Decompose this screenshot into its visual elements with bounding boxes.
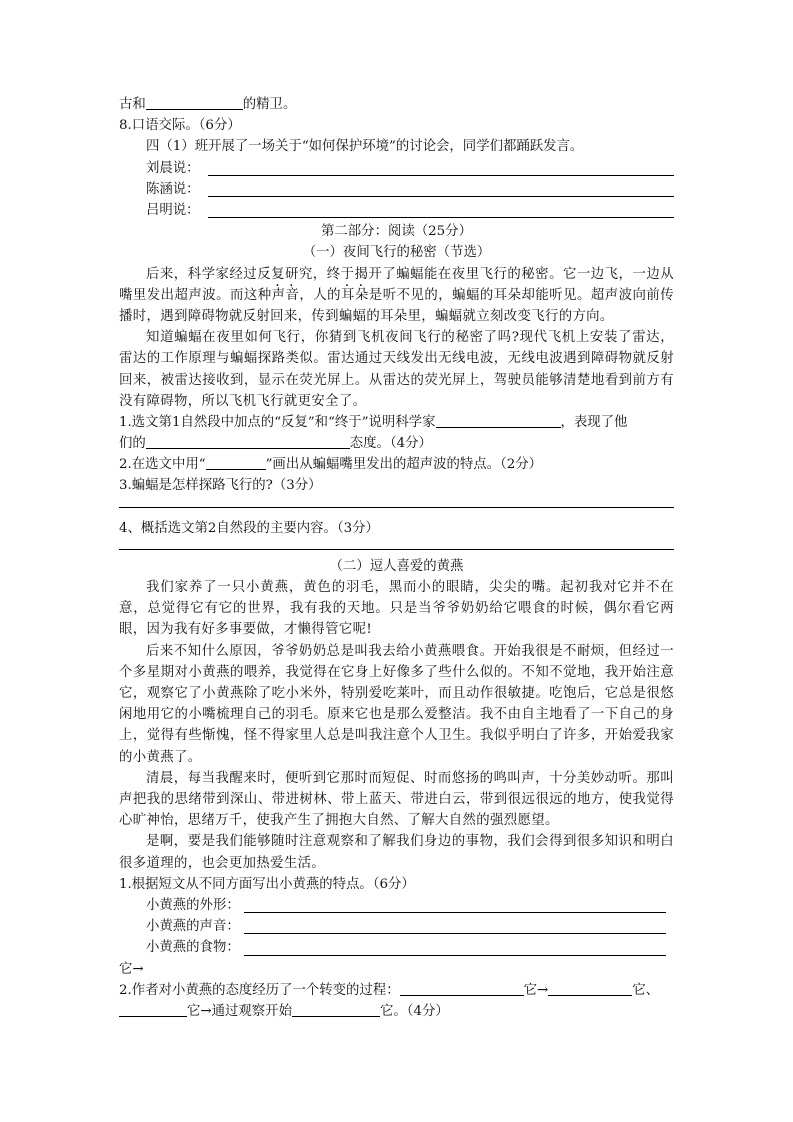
trait-label: 小黄燕的外形：: [146, 898, 240, 914]
trait-row: [119, 937, 666, 958]
answer-blank[interactable]: [146, 433, 350, 449]
speaker-label: 陈涵说：: [146, 181, 200, 197]
question-text: 它→通过观察开始: [187, 1004, 292, 1020]
question-text: 2.在选文中用“: [119, 457, 206, 473]
question-2: [119, 980, 674, 1001]
question-text: 它→: [523, 982, 549, 998]
passage-title: （二）逗人喜爱的黄燕: [329, 558, 464, 574]
text-run: 后来，科学家经过: [146, 266, 258, 282]
passage-paragraph: 知道蝙蝠在夜里如何飞行，你猜到飞机夜间飞行的秘密了吗?现代飞机上安装了雷达，雷达的工作原理与蝙蝠探路类似。雷达通过天线发出无线电波，无线电波遇到障碍物就反射回来，被雷达接收到，显示在荧光屏上。从雷达的荧光屏上，驾驶员能够清楚地看到前方有没有障碍物，所以飞机飞行就更安全了。: [119, 330, 674, 409]
answer-blank[interactable]: [400, 980, 524, 996]
answer-line[interactable]: [208, 160, 674, 176]
question-text: ，表现了他: [560, 414, 628, 430]
question-2: [119, 454, 674, 475]
question-1-cont: [119, 433, 674, 454]
exam-page: [119, 94, 674, 1022]
question-4: 4、概括选文第2自然段的主要内容。（3分）: [119, 520, 379, 536]
q8-title: 8.口语交际。（6分）: [119, 118, 241, 134]
question-text: 们的: [119, 436, 146, 452]
answer-line[interactable]: [244, 897, 666, 913]
question-3: 3.蝙蝠是怎样探路飞行的?（3分）: [119, 478, 322, 494]
speaker-row: [119, 200, 674, 221]
answer-line[interactable]: [244, 940, 666, 956]
question-text: ”画出从蝙蝠嘴里发出的超声波的特点。（2分）: [265, 457, 543, 473]
answer-blank[interactable]: [119, 1001, 187, 1017]
answer-blank[interactable]: [146, 94, 243, 110]
dotted-char: 于: [340, 266, 355, 282]
passage-paragraph: 是啊，要是我们能够随时注意观察和了解我们身边的事物，我们会得到很多知识和明白很多道理的，也会更加热爱生活。: [119, 834, 674, 871]
passage-paragraph: [119, 264, 674, 328]
passage-paragraph: 我们家养了一只小黄燕，黄色的羽毛，黑而小的眼睛，尖尖的嘴。起初我对它并不在意，总觉得它有它的世界，我有我的天地。只是当爷爷奶奶给它喂食的时候，偶尔看它两眼，因为我有好多事要做，才懒得管它呢!: [119, 580, 674, 638]
dotted-char: 终: [326, 266, 341, 282]
answer-line[interactable]: [208, 181, 674, 197]
q8-intro: 四（1）班开展了一场关于“如何保护环境”的讨论会，同学们都踊跃发言。: [146, 139, 584, 155]
text-run: 研究，: [285, 266, 327, 282]
dotted-char: 反: [257, 266, 272, 282]
question-text: 它。（4分）: [379, 1004, 449, 1020]
stray-text: 它→: [119, 961, 144, 977]
trait-row: [119, 895, 666, 916]
section-title: 第二部分：阅读（25分）: [321, 224, 472, 240]
answer-line[interactable]: [119, 497, 674, 508]
question-1: [119, 412, 674, 433]
passage-paragraph: 后来不知什么原因，爷爷奶奶总是叫我去给小黄燕喂食。开始我很是不耐烦，但经过一个多星期对小黄燕的喂养，我觉得在它身上好像多了些什么似的。不知不觉地，我开始注意它，观察它了小黄燕除了吃小米外，特别爱吃莱叶，而且动作很敏捷。吃饱后，它总是很悠闲地用它的小嘴梳理自己的羽毛。原来它也是那么爱整洁。我不由自主地看了一下自己的身上，觉得有些惭愧，怪不得家里人总是叫我注意个人卫生。我似乎明白了许多，开始爱我家的小黄燕了。: [119, 643, 674, 765]
passage-title: （一）夜间飞行的秘密（节选）: [302, 245, 491, 261]
answer-line[interactable]: [208, 202, 674, 218]
speaker-label: 刘晨说：: [146, 160, 200, 176]
underline-sample: [206, 454, 266, 470]
trait-row: [119, 916, 666, 937]
answer-blank[interactable]: [292, 1001, 380, 1017]
question-text: 它、: [632, 982, 659, 998]
answer-blank[interactable]: [548, 980, 632, 996]
carryover-line: [119, 94, 674, 115]
answer-blank[interactable]: [436, 412, 561, 428]
dotted-char: 复: [271, 266, 285, 282]
question-2-cont: [119, 1001, 674, 1022]
question-1: 1.根据短文从不同方面写出小黄燕的特点。（6分）: [119, 876, 415, 892]
answer-line[interactable]: [244, 918, 666, 934]
question-text: 态度。（4分）: [349, 436, 432, 452]
speaker-row: [119, 158, 674, 179]
question-text: 2.作者对小黄燕的态度经历了一个转变的过程：: [119, 982, 400, 998]
carryover-suffix: 的精卫。: [242, 97, 297, 112]
question-text: 1.选文第1自然段中加点的“反复”和“终于”说明科学家: [119, 414, 436, 430]
passage-paragraph: 清晨，每当我醒来时，便听到它那时而短促、时而悠扬的鸣叫声，十分美妙动听。那叫声把我的思绪带到深山、带进树林、带上蓝天、带进白云，带到很远很远的地方，使我觉得心旷神怡，思绪万千，使我产生了拥抱大自然、了解大自然的强烈愿望。: [119, 770, 674, 829]
speaker-row: [119, 179, 674, 200]
speaker-label: 吕明说：: [146, 202, 200, 218]
answer-line[interactable]: [119, 539, 674, 550]
carryover-prefix: 古和: [119, 97, 146, 112]
text-run: 揭开了蝙蝠能在夜里飞行的秘密。它一边飞，一边从嘴里发出超声波。而这种声音，人的耳朵是听不见的，蝙蝠的耳朵却能听见。超声波向前传播时，遇到障碍物就反射回来，传到蝙蝠的耳朵里，蝙蝠就立刻改变飞行的方向。: [119, 266, 674, 324]
trait-label: 小黄燕的声音：: [146, 919, 240, 935]
trait-label: 小黄燕的食物：: [146, 940, 240, 956]
